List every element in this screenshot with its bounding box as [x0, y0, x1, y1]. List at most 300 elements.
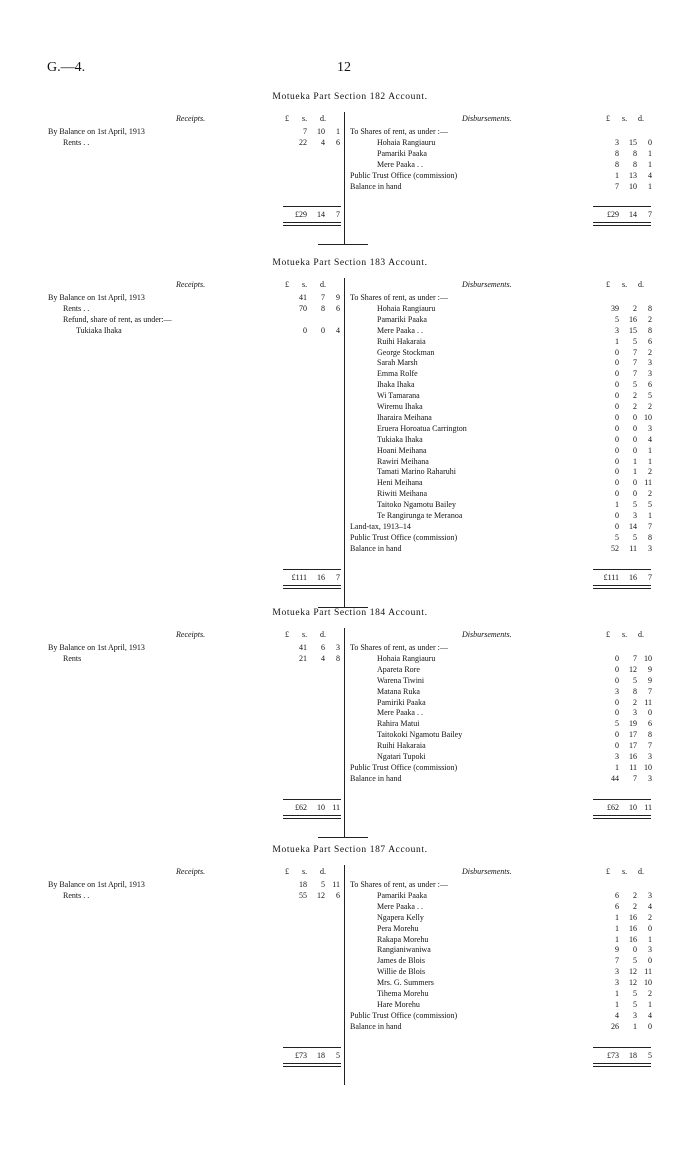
disbursements-heading: Disbursements.	[462, 280, 512, 289]
amount-pounds: 1	[615, 934, 619, 944]
disbursement-label: George Stockman	[377, 347, 435, 357]
disbursement-label: Pera Morehu	[377, 923, 419, 933]
amount-pence: 7	[648, 741, 652, 751]
column-divider	[344, 278, 345, 607]
amount-pounds: 1	[615, 923, 619, 933]
disbursement-row	[0, 665, 700, 675]
amount-pounds: 0	[615, 445, 619, 455]
amount-shillings: 5	[633, 532, 637, 542]
amount-pounds: 0	[615, 412, 619, 422]
disbursement-label: Mere Paaka . .	[377, 901, 423, 911]
receipts-col-pence: d.	[320, 114, 326, 123]
disbursements-total-rule	[593, 206, 651, 207]
disbursements-col-pence: d.	[638, 280, 644, 289]
disbursements-heading: Disbursements.	[462, 630, 512, 639]
amount-shillings: 15	[629, 325, 637, 335]
disbursement-label: Ruihi Hakaraia	[377, 336, 426, 346]
amount-pence: 9	[336, 293, 340, 302]
amount-pence: 3	[336, 643, 340, 652]
amount-pence: 8	[336, 653, 340, 663]
disbursement-label: Public Trust Office (commission)	[350, 532, 458, 542]
amount-shillings: 8	[633, 148, 637, 158]
disbursement-label: Pamariki Paaka	[377, 314, 427, 324]
amount-shillings: 5	[633, 956, 637, 966]
disbursement-row	[0, 978, 700, 988]
disbursement-row	[0, 654, 700, 664]
amount-pounds: 1	[615, 999, 619, 1009]
disbursement-row	[0, 924, 700, 934]
amount-pence: 1	[648, 456, 652, 466]
disbursement-row	[0, 1022, 700, 1032]
disbursement-row	[0, 182, 700, 192]
amount-pounds: 0	[615, 511, 619, 520]
amount-pence: 11	[644, 967, 652, 977]
amount-pence: 2	[648, 912, 652, 922]
disbursement-label: Tukiaka Ihaka	[377, 434, 423, 444]
amount-pounds: £111	[291, 572, 307, 582]
amount-pounds: 0	[615, 489, 619, 499]
amount-pence: 11	[332, 880, 340, 889]
disbursement-row	[0, 708, 700, 718]
disbursement-row	[0, 511, 700, 521]
disbursement-label: Public Trust Office (commission)	[350, 170, 458, 180]
amount-pence: 7	[648, 686, 652, 696]
page-number: 12	[337, 60, 351, 75]
amount-pence: 2	[648, 347, 652, 357]
disbursement-row	[0, 763, 700, 773]
disbursement-label: Ngatari Tupoki	[377, 752, 426, 761]
amount-pounds: 0	[615, 478, 619, 488]
amount-shillings: 10	[317, 127, 325, 136]
disbursement-row	[0, 380, 700, 390]
disbursement-row	[0, 467, 700, 477]
amount-pence: 5	[336, 1050, 340, 1060]
amount-pounds: 52	[611, 543, 619, 553]
disbursements-heading: Disbursements.	[462, 867, 512, 876]
disbursement-row	[0, 348, 700, 358]
amount-pence: 6	[336, 890, 340, 900]
amount-pence: 1	[648, 934, 652, 944]
amount-pounds: 0	[615, 380, 619, 390]
amount-pence: 1	[648, 511, 652, 520]
amount-shillings: 16	[629, 572, 637, 582]
receipt-label: By Balance on 1st April, 1913	[48, 643, 145, 652]
receipts-col-pounds: £	[285, 867, 289, 876]
amount-shillings: 2	[633, 890, 637, 900]
amount-pounds: 0	[615, 730, 619, 740]
disbursement-row	[0, 730, 700, 740]
amount-shillings: 5	[633, 989, 637, 998]
page-reference: G.—4.	[47, 60, 86, 75]
disbursements-col-pence: d.	[638, 114, 644, 123]
amount-shillings: 8	[321, 303, 325, 313]
amount-pounds: 41	[299, 293, 307, 302]
amount-pence: 10	[644, 653, 652, 663]
receipts-col-pence: d.	[320, 867, 326, 876]
disbursement-row	[0, 945, 700, 955]
disbursement-label: Taitoko Ngamotu Bailey	[377, 500, 456, 510]
amount-pounds: 0	[615, 653, 619, 663]
disbursement-label: To Shares of rent, as under :—	[350, 127, 448, 136]
disbursement-row	[0, 315, 700, 325]
column-divider	[344, 112, 345, 244]
amount-shillings: 0	[633, 434, 637, 444]
disbursement-row	[0, 989, 700, 999]
amount-shillings: 7	[633, 347, 637, 357]
amount-shillings: 18	[629, 1050, 637, 1060]
disbursement-label: Land-tax, 1913–14	[350, 521, 411, 531]
amount-pounds: 3	[615, 137, 619, 147]
receipts-total-double-rule	[283, 1063, 341, 1067]
amount-pence: 3	[648, 369, 652, 379]
disbursement-row	[0, 902, 700, 912]
amount-shillings: 5	[633, 999, 637, 1009]
disbursement-row	[0, 1000, 700, 1010]
amount-pence: 10	[644, 412, 652, 422]
disbursement-row	[0, 478, 700, 488]
amount-pounds: 7	[303, 127, 307, 136]
receipt-label: By Balance on 1st April, 1913	[48, 127, 145, 136]
disbursement-label: Riwiti Meihana	[377, 489, 427, 499]
disbursement-row	[0, 435, 700, 445]
receipt-label: By Balance on 1st April, 1913	[48, 880, 145, 889]
disbursement-label: Hare Morehu	[377, 999, 420, 1009]
disbursement-label: Iharaira Meihana	[377, 412, 432, 422]
amount-pence: 8	[648, 532, 652, 542]
amount-shillings: 0	[633, 423, 637, 433]
amount-shillings: 3	[633, 708, 637, 718]
amount-pounds: 3	[615, 752, 619, 761]
disbursement-label: Hohaia Rangiauru	[377, 137, 436, 147]
disbursement-row	[0, 127, 700, 137]
amount-shillings: 0	[633, 489, 637, 499]
amount-pounds: 3	[615, 978, 619, 988]
amount-pence: 6	[648, 336, 652, 346]
amount-pounds: 0	[615, 521, 619, 531]
amount-pounds: 0	[615, 664, 619, 674]
amount-shillings: 1	[633, 456, 637, 466]
disbursement-row	[0, 413, 700, 423]
amount-shillings: 16	[629, 934, 637, 944]
disbursement-label: Mere Paaka . .	[377, 325, 423, 335]
receipts-col-pounds: £	[285, 280, 289, 289]
disbursement-label: To Shares of rent, as under :—	[350, 293, 448, 302]
amount-shillings: 16	[629, 752, 637, 761]
amount-shillings: 3	[633, 1010, 637, 1020]
amount-pence: 3	[648, 543, 652, 553]
amount-shillings: 19	[629, 719, 637, 729]
amount-shillings: 4	[321, 653, 325, 663]
disbursement-row	[0, 293, 700, 303]
amount-pence: 1	[336, 127, 340, 136]
amount-pence: 7	[648, 210, 652, 220]
disbursement-row	[0, 402, 700, 412]
amount-pence: 6	[336, 303, 340, 313]
amount-pounds: £111	[603, 572, 619, 582]
receipt-label: Rents . .	[63, 137, 90, 147]
disbursement-row	[0, 956, 700, 966]
amount-pence: 1	[648, 148, 652, 158]
disbursement-label: Te Rangirunga te Meranoa	[377, 511, 463, 520]
amount-pence: 3	[648, 358, 652, 368]
disbursement-row	[0, 337, 700, 347]
disbursement-row	[0, 500, 700, 510]
disbursement-row	[0, 446, 700, 456]
amount-shillings: 16	[317, 572, 325, 582]
amount-pounds: 0	[615, 402, 619, 411]
disbursement-row	[0, 149, 700, 159]
disbursement-label: Mrs. G. Summers	[377, 978, 434, 988]
disbursement-row	[0, 457, 700, 467]
amount-shillings: 16	[629, 314, 637, 324]
amount-pence: 0	[648, 956, 652, 966]
amount-pounds: £62	[607, 802, 619, 812]
disbursement-label: Sarah Marsh	[377, 358, 418, 368]
amount-shillings: 15	[629, 137, 637, 147]
amount-shillings: 13	[629, 170, 637, 180]
disbursement-label: Balance in hand	[350, 543, 402, 553]
amount-pounds: 0	[615, 391, 619, 401]
amount-shillings: 14	[317, 210, 325, 220]
amount-shillings: 18	[317, 1050, 325, 1060]
amount-pounds: 1	[615, 500, 619, 510]
amount-pounds: 0	[615, 369, 619, 379]
amount-shillings: 5	[321, 880, 325, 889]
amount-shillings: 10	[629, 802, 637, 812]
amount-pounds: 0	[615, 708, 619, 718]
receipts-col-pounds: £	[285, 114, 289, 123]
receipts-total-double-rule	[283, 222, 341, 226]
amount-pounds: £73	[607, 1050, 619, 1060]
disbursement-row	[0, 489, 700, 499]
amount-pounds: 21	[299, 653, 307, 663]
disbursements-col-shillings: s.	[622, 867, 628, 876]
disbursement-row	[0, 935, 700, 945]
disbursements-col-pence: d.	[638, 630, 644, 639]
amount-pounds: 0	[615, 467, 619, 477]
amount-pounds: 5	[615, 314, 619, 324]
disbursement-row	[0, 171, 700, 181]
amount-pence: 2	[648, 989, 652, 998]
amount-shillings: 3	[633, 511, 637, 520]
amount-pence: 2	[648, 489, 652, 499]
disbursement-label: To Shares of rent, as under :—	[350, 880, 448, 889]
amount-pence: 11	[644, 802, 652, 812]
disbursement-row	[0, 698, 700, 708]
receipts-total-rule	[283, 799, 341, 800]
amount-pence: 4	[648, 901, 652, 911]
amount-pence: 5	[648, 1050, 652, 1060]
amount-shillings: 7	[321, 293, 325, 302]
amount-pence: 0	[648, 708, 652, 718]
disbursement-row	[0, 891, 700, 901]
disbursement-row	[0, 741, 700, 751]
amount-pence: 11	[644, 478, 652, 488]
account-title: Motueka Part Section 183 Account.	[272, 258, 428, 268]
amount-pence: 2	[648, 467, 652, 477]
disbursement-label: Balance in hand	[350, 773, 402, 783]
disbursements-col-shillings: s.	[622, 280, 628, 289]
amount-shillings: 17	[629, 741, 637, 751]
receipt-label: Rents . .	[63, 890, 90, 900]
amount-shillings: 1	[633, 1021, 637, 1031]
disbursement-label: Hohaia Rangiauru	[377, 653, 436, 663]
amount-pence: 8	[648, 730, 652, 740]
disbursement-row	[0, 913, 700, 923]
amount-pounds: 1	[615, 989, 619, 998]
amount-pence: 11	[332, 802, 340, 812]
amount-pence: 2	[648, 314, 652, 324]
disbursement-label: Tamati Marino Raharuhi	[377, 467, 456, 477]
disbursements-total-double-rule	[593, 815, 651, 819]
amount-pence: 8	[648, 325, 652, 335]
disbursement-row	[0, 880, 700, 890]
disbursements-col-pounds: £	[606, 630, 610, 639]
amount-shillings: 7	[633, 773, 637, 783]
amount-pence: 7	[648, 572, 652, 582]
amount-pounds: 7	[615, 956, 619, 966]
disbursements-col-shillings: s.	[622, 630, 628, 639]
column-divider	[344, 865, 345, 1085]
amount-pence: 10	[644, 978, 652, 988]
amount-shillings: 0	[633, 412, 637, 422]
amount-pence: 5	[648, 391, 652, 401]
disbursement-row	[0, 160, 700, 170]
amount-shillings: 5	[633, 336, 637, 346]
receipts-col-pounds: £	[285, 630, 289, 639]
account-title: Motueka Part Section 182 Account.	[272, 92, 428, 102]
amount-shillings: 7	[633, 653, 637, 663]
receipts-heading: Receipts.	[176, 280, 206, 289]
amount-pounds: 9	[615, 945, 619, 955]
receipt-label: Tukiaka Ihaka	[76, 325, 122, 335]
disbursement-label: Public Trust Office (commission)	[350, 1010, 458, 1020]
disbursement-label: Taitokoki Ngamotu Bailey	[377, 730, 463, 740]
amount-pounds: 1	[615, 336, 619, 346]
amount-shillings: 2	[633, 303, 637, 313]
disbursement-row	[0, 719, 700, 729]
amount-pence: 11	[644, 697, 652, 707]
disbursement-label: Emma Rolfe	[377, 369, 418, 379]
amount-shillings: 12	[317, 890, 325, 900]
amount-pence: 1	[648, 159, 652, 169]
disbursement-row	[0, 424, 700, 434]
disbursement-label: Pamiriki Paaka	[377, 697, 426, 707]
amount-shillings: 6	[321, 643, 325, 652]
amount-pence: 4	[648, 170, 652, 180]
amount-shillings: 14	[629, 210, 637, 220]
receipts-total-double-rule	[283, 815, 341, 819]
amount-pounds: 3	[615, 325, 619, 335]
disbursement-row	[0, 369, 700, 379]
amount-pounds: 0	[615, 358, 619, 368]
disbursements-col-pounds: £	[606, 280, 610, 289]
disbursement-label: Balance in hand	[350, 181, 402, 191]
amount-shillings: 5	[633, 500, 637, 510]
disbursement-label: To Shares of rent, as under :—	[350, 643, 448, 652]
disbursement-label: Rangianiwaniwa	[377, 945, 431, 955]
amount-shillings: 1	[633, 467, 637, 477]
disbursement-label: Eruera Horoatua Carrington	[377, 423, 467, 433]
amount-pounds: 22	[299, 137, 307, 147]
amount-pounds: £29	[607, 210, 619, 220]
receipts-heading: Receipts.	[176, 867, 206, 876]
section-separator	[318, 244, 368, 245]
amount-shillings: 0	[321, 325, 325, 335]
amount-shillings: 12	[629, 664, 637, 674]
amount-pounds: 18	[299, 880, 307, 889]
amount-shillings: 5	[633, 380, 637, 390]
amount-pence: 1	[648, 181, 652, 191]
amount-pounds: £62	[295, 802, 307, 812]
disbursements-total-rule	[593, 1047, 651, 1048]
amount-shillings: 10	[317, 802, 325, 812]
disbursement-label: Warena Tiwini	[377, 675, 425, 685]
disbursement-label: Mere Paaka . .	[377, 708, 423, 718]
amount-shillings: 2	[633, 391, 637, 401]
amount-shillings: 16	[629, 912, 637, 922]
amount-pounds: 0	[303, 325, 307, 335]
amount-shillings: 4	[321, 137, 325, 147]
amount-pounds: 1	[615, 762, 619, 772]
amount-pounds: 0	[615, 434, 619, 444]
amount-shillings: 12	[629, 967, 637, 977]
column-divider	[344, 628, 345, 837]
amount-pounds: 1	[615, 170, 619, 180]
disbursement-label: Matana Ruka	[377, 686, 420, 696]
amount-pounds: 41	[299, 643, 307, 652]
amount-pounds: 0	[615, 675, 619, 685]
receipt-label: Refund, share of rent, as under:—	[63, 314, 172, 324]
amount-pence: 6	[336, 137, 340, 147]
amount-shillings: 2	[633, 901, 637, 911]
disbursement-row	[0, 687, 700, 697]
disbursement-label: Hohaia Rangiauru	[377, 303, 436, 313]
amount-pounds: 8	[615, 148, 619, 158]
amount-shillings: 16	[629, 923, 637, 933]
disbursement-row	[0, 304, 700, 314]
disbursement-label: Rakapa Morehu	[377, 934, 429, 944]
disbursements-col-shillings: s.	[622, 114, 628, 123]
amount-pence: 9	[648, 664, 652, 674]
account-title: Motueka Part Section 187 Account.	[272, 845, 428, 855]
amount-pence: 2	[648, 402, 652, 411]
receipts-heading: Receipts.	[176, 630, 206, 639]
amount-pence: 5	[648, 500, 652, 510]
disbursement-row	[0, 522, 700, 532]
disbursements-heading: Disbursements.	[462, 114, 512, 123]
amount-pounds: 70	[299, 303, 307, 313]
amount-pence: 1	[648, 999, 652, 1009]
amount-pounds: 0	[615, 741, 619, 751]
disbursements-col-pounds: £	[606, 114, 610, 123]
amount-pounds: 0	[615, 423, 619, 433]
amount-pence: 3	[648, 773, 652, 783]
amount-pounds: 6	[615, 901, 619, 911]
disbursement-label: Pamariki Paaka	[377, 148, 427, 158]
amount-shillings: 7	[633, 369, 637, 379]
amount-pounds: 5	[615, 532, 619, 542]
receipt-label: Rents . .	[63, 303, 90, 313]
receipts-col-pence: d.	[320, 630, 326, 639]
disbursements-total-rule	[593, 799, 651, 800]
disbursement-row	[0, 774, 700, 784]
amount-pence: 3	[648, 752, 652, 761]
amount-shillings: 17	[629, 730, 637, 740]
amount-pence: 4	[336, 325, 340, 335]
disbursement-row	[0, 967, 700, 977]
disbursement-row	[0, 391, 700, 401]
